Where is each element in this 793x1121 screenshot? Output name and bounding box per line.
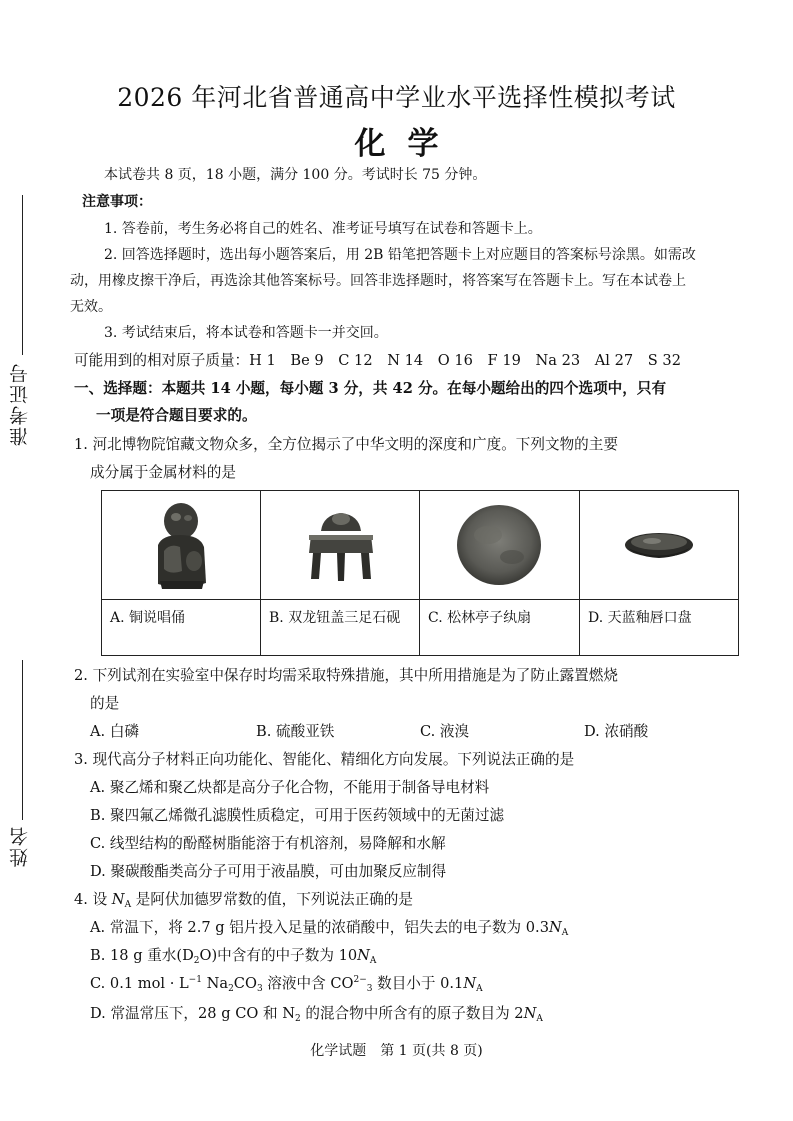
- notice-heading: 注意事项：: [82, 194, 152, 210]
- name-label: 姓名: [9, 825, 31, 867]
- q2-option-b: B. 硫酸亚铁: [256, 723, 335, 740]
- q1-stem-line-2: 成分属于金属材料的是: [90, 464, 236, 481]
- bronze-figurine-photo-icon: [102, 491, 260, 600]
- q3-option-d: D. 聚碳酸酯类高分子可用于液晶膜，可由加聚反应制得: [90, 863, 447, 880]
- q1-option-a-cell: [102, 491, 261, 655]
- q2-stem-line-1: 2. 下列试剂在实验室中保存时均需采取特殊措施，其中所用措施是为了防止露置燃烧: [74, 667, 618, 684]
- atomic-masses: 可能用到的相对原子质量：H 1 Be 9 C 12 N 14 O 16 F 19 Na 23 Al 27 S 32: [74, 352, 681, 369]
- q1-option-b-cell: [261, 491, 420, 655]
- notice-item-3: 3. 考试结束后，将本试卷和答题卡一并交回。: [104, 325, 388, 341]
- q4-option-a: A. 常温下，将 2.7 g 铝片投入足量的浓硝酸中，铝失去的电子数为 $0.3N_A$: [90, 919, 569, 938]
- q1-artifact-table: [101, 490, 739, 656]
- section-1-heading-line-2: 一项是符合题目要求的。: [96, 407, 257, 424]
- exam-number-label: 准考证号: [9, 362, 31, 446]
- binding-line-mid: [22, 660, 23, 820]
- q1-stem-line-1: 1. 河北博物院馆藏文物众多，全方位揭示了中华文明的深度和广度。下列文物的主要: [74, 436, 618, 453]
- stone-inkstone-photo-icon: [261, 491, 419, 600]
- q1-option-d-label: D. 天蓝釉唇口盘: [588, 610, 692, 626]
- q2-option-d: D. 浓硝酸: [584, 723, 649, 740]
- q3-option-a: A. 聚乙烯和聚乙炔都是高分子化合物，不能用于制备导电材料: [90, 779, 490, 796]
- glazed-plate-photo-icon: [580, 491, 738, 600]
- q2-option-c: C. 液溴: [420, 723, 470, 740]
- q1-option-c-cell: [420, 491, 580, 655]
- q1-option-c-label: C. 松林亭子纨扇: [428, 610, 532, 626]
- notice-item-1: 1. 答卷前，考生务必将自己的姓名、准考证号填写在试卷和答题卡上。: [104, 221, 542, 237]
- q4-option-c: C. 0.1 mol · $L^{-1}$ $Na_2CO_3$ 溶液中含 $CO^{2-}_3$ 数目小于 $0.1N_A$: [90, 975, 483, 994]
- notice-item-2-line-1: 2. 回答选择题时，选出每小题答案后，用 2B 铅笔把答题卡上对应题目的答案标号涂黑。如需改: [104, 247, 696, 263]
- q3-option-b: B. 聚四氟乙烯微孔滤膜性质稳定，可用于医药领域中的无菌过滤: [90, 807, 505, 824]
- q2-stem-line-2: 的是: [90, 695, 120, 712]
- q3-option-c: C. 线型结构的酚醛树脂能溶于有机溶剂，易降解和水解: [90, 835, 446, 852]
- q4-option-d: D. 常温常压下，28 g CO 和 $N_2$ 的混合物中所含有的原子数目为 $2N_A$: [90, 1005, 543, 1024]
- q3-stem: 3. 现代高分子材料正向功能化、智能化、精细化方向发展。下列说法正确的是: [74, 751, 575, 768]
- exam-title: 2026 年河北省普通高中学业水平选择性模拟考试: [117, 83, 676, 112]
- q1-option-b-label: B. 双龙钮盖三足石砚: [269, 610, 401, 626]
- q1-option-a-label: A. 铜说唱俑: [110, 610, 186, 626]
- subject-title: 化学: [354, 126, 461, 162]
- exam-info: 本试卷共 8 页，18 小题，满分 100 分。考试时长 75 分钟。: [104, 167, 487, 183]
- notice-item-2-line-3: 无效。: [70, 299, 112, 315]
- q2-option-a: A. 白磷: [90, 723, 140, 740]
- section-1-heading-line-1: 一、选择题：本题共 14 小题，每小题 3 分，共 42 分。在每小题给出的四个选项中，只有: [74, 380, 667, 397]
- binding-line-top: [22, 195, 23, 355]
- q4-option-b: B. 18 g 重水$(D_2O)$中含有的中子数为 $10N_A$: [90, 947, 377, 966]
- notice-item-2-line-2: 动，用橡皮擦干净后，再选涂其他答案标号。回答非选择题时，将答案写在答题卡上。写在本试卷上: [70, 273, 686, 289]
- q4-stem: 4. 设 $N_A$ 是阿伏加德罗常数的值，下列说法正确的是: [74, 891, 414, 910]
- q1-option-d-cell: [580, 491, 738, 655]
- page-footer: 化学试题 第 1 页(共 8 页): [310, 1043, 483, 1059]
- silk-fan-photo-icon: [420, 491, 579, 600]
